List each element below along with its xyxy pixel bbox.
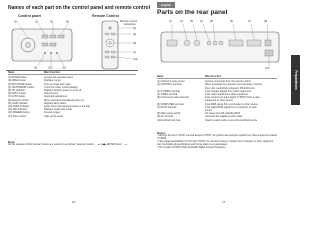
col-function: Main Function — [44, 71, 61, 74]
row-name: (9) AC terminal — [157, 115, 173, 119]
row-name: (6) COMPUTER terminal — [157, 102, 184, 106]
row-function: Automatic adjustment — [44, 95, 67, 99]
remote-control-heading: Remote Control — [92, 14, 119, 18]
row-name: (9) LAMP indicator — [8, 101, 28, 105]
row-function: Displays lamp status — [44, 101, 66, 105]
page-number: 16 — [72, 200, 76, 204]
rear-label-4: (4) — [200, 20, 204, 23]
function-table — [8, 71, 136, 118]
col-name: Name — [8, 71, 15, 74]
note-heading: Note — [8, 140, 15, 144]
notes-heading: Notes — [157, 131, 166, 135]
side-tab-label: Preparations — [293, 70, 298, 90]
rear-label-6: (6) — [230, 20, 234, 23]
cp-label-3: (3) — [50, 20, 54, 24]
row-function: this to the controlling computer's RS-232C port — [205, 86, 255, 90]
row-function: equipment or other source — [205, 99, 233, 103]
row-name: (2) MENU button — [8, 79, 26, 83]
row-function: Menu selections and adjustments, etc. — [44, 98, 85, 102]
row-name: (1) ENTER button — [8, 76, 27, 80]
row-function: Input S-video signals from video equipment — [205, 89, 251, 93]
col-name: Name — [157, 75, 164, 78]
row-function: AC power line ON (standby)/OFF — [205, 112, 241, 116]
row-name: (6) INPUT button — [8, 92, 27, 96]
left-page — [0, 0, 150, 212]
cp-label-4: (4) — [66, 20, 70, 24]
table-header — [8, 71, 136, 75]
row-function: Displays whether power is on or off — [44, 89, 82, 93]
row-name: (3) KEYSTONE button — [8, 82, 32, 86]
rear-function-table — [157, 75, 277, 122]
rc-label-transmitter-2: transmitter — [124, 23, 136, 26]
control-panel-heading: Control panel — [18, 14, 42, 18]
row-name: (1) Infrared remote sensor — [157, 80, 185, 84]
row-name: (10) Antitheft lock hole — [157, 118, 181, 122]
table-header — [157, 75, 277, 79]
rc-label-6: (6) — [133, 33, 137, 36]
row-name: (13) CALL button — [8, 114, 27, 118]
cp-label-11: (11) — [62, 66, 67, 69]
note-item: • This support of HDCP (High-bandwidth Digital Content Protection). — [157, 147, 227, 149]
cp-label-1: (1) — [14, 20, 18, 24]
col-function: Main Function — [205, 75, 222, 78]
row-function: Input video signals from video equipment — [205, 93, 249, 97]
row-name: (2) CONTROL terminal — [157, 83, 182, 87]
row-function: Lights when internal temperature is too high — [44, 105, 91, 109]
section-title: Parts on the rear panel — [157, 9, 228, 16]
row-function: Input digital RGB signal from a computer or other — [205, 105, 257, 109]
row-function: Displays cooling fan mode — [44, 108, 72, 112]
row-function: Sets up image and mode — [44, 82, 71, 86]
row-name: (5) Component video terminal — [157, 96, 189, 100]
rc-label-4: (4) — [133, 27, 137, 30]
row-name: (4) ON/STANDBY button — [8, 85, 35, 89]
rc-label-1: (1) — [133, 51, 137, 54]
row-name: (3) S-VIDEO terminal — [157, 89, 180, 93]
rear-label-1: (1) — [169, 20, 173, 23]
row-function: Calls up the setup — [44, 114, 64, 118]
row-name: (7) AUTO button — [8, 95, 26, 99]
rc-label-13: (13) — [133, 58, 138, 61]
row-name: (8) Main power switch — [157, 112, 181, 116]
row-name: (8) Selection button — [8, 98, 29, 102]
row-function: Input component video signal (Y/Pb/Pr) from a video — [205, 96, 261, 100]
rc-label-8: (8) — [133, 42, 137, 45]
note-item: • Although this set's Y-Pb/Pr terminal accepts Y/Pb/Pr, the product also supports signals from video equipment marked Y/CB/CR. — [157, 135, 277, 140]
row-function: Accepts the selection items — [44, 76, 73, 80]
row-name: (10) TEMP indicator — [8, 105, 30, 109]
control-panel-diagram — [8, 19, 78, 69]
rear-label-5: (5) — [210, 20, 214, 23]
row-function: Senses commands from the remote control — [205, 80, 251, 84]
row-function: Freezes image — [44, 111, 60, 115]
row-name: (4) VIDEO terminal — [157, 93, 178, 97]
row-function: When operating the projector via a computer, connect — [205, 83, 262, 87]
row-name: (12) FREEZE button — [8, 111, 30, 115]
row-function: Displays menus — [44, 79, 61, 83]
row-name: (5) ON indicator — [8, 89, 25, 93]
rear-label-2: (2) — [180, 20, 184, 23]
cp-label-10: (10) — [48, 66, 53, 69]
rear-panel-diagram — [157, 18, 285, 70]
cp-label-2: (2) — [35, 20, 39, 24]
row-name: (11) FAN indicator — [8, 108, 28, 112]
row-function: Connects the supplied power cable — [205, 115, 243, 119]
language-tab: English — [157, 2, 175, 8]
row-function: Turns the power on/off (standby) — [44, 85, 79, 89]
note-text: For the operation of this manual, buttons are referred to as follows: Selection buttons → ▲▼◀▶, ENTER button → ● — [8, 144, 127, 146]
page-title: Names of each part on the control panel and remote control — [8, 5, 150, 11]
rear-label-7: (7) — [248, 20, 252, 23]
note-item: • Input signal specifications for DVI and Y/Pb/Pr are checked; however, signals from computers or other equipment may not display all specifications and full operation is not guaranteed. — [157, 141, 274, 146]
row-function: Attach a safety cable or any other antitheft device — [205, 118, 258, 122]
section-side-tab — [291, 55, 300, 105]
table-row — [8, 115, 136, 118]
rear-label-8: (8) — [264, 20, 268, 23]
page-number: 17 — [222, 200, 226, 204]
notes-list — [157, 135, 277, 150]
rc-label-transmitter: Remote control — [120, 20, 137, 23]
remote-control-diagram — [88, 19, 144, 71]
row-function: Selects input — [44, 92, 58, 96]
rear-label-10: (10) — [265, 67, 270, 70]
row-function: source — [205, 109, 213, 113]
row-name: (7) DVI-D terminal — [157, 105, 177, 109]
rear-label-3: (3) — [190, 20, 194, 23]
table-row — [157, 119, 277, 122]
cp-label-9: (9) — [34, 66, 38, 69]
row-function: Input RGB signal from a computer or other source — [205, 102, 258, 106]
